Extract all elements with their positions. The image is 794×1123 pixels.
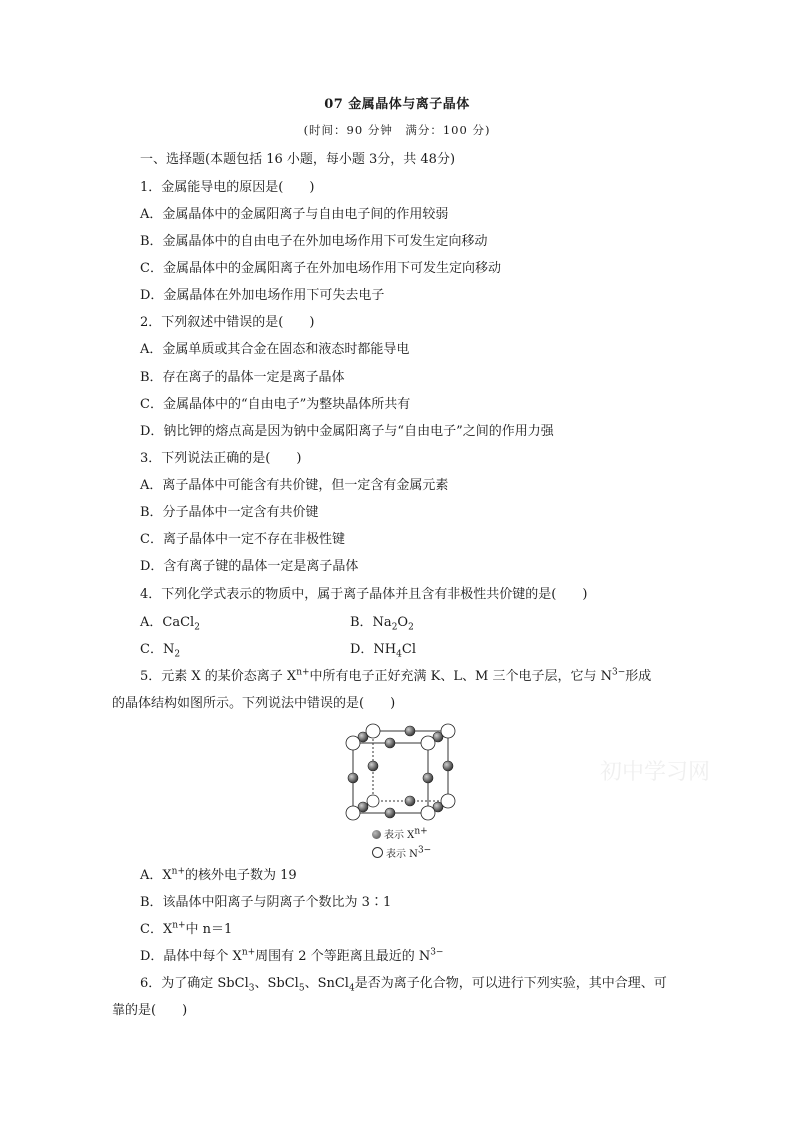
question-3-option-a: A．离子晶体中可能含有共价键，但一定含有金属元素 bbox=[140, 478, 449, 493]
question-1-stem: 1．金属能导电的原因是( ) bbox=[140, 180, 315, 195]
question-2-option-a: A．金属单质或其合金在固态和液态时都能导电 bbox=[140, 342, 410, 357]
question-5-stem-line2: 的晶体结构如图所示。下列说法中错误的是( ) bbox=[112, 696, 396, 711]
legend-n-ion bbox=[372, 845, 431, 860]
superscript: n+ bbox=[171, 866, 185, 877]
subscript: 5 bbox=[298, 983, 305, 994]
option-text: A．X bbox=[140, 868, 172, 883]
question-5-stem-line1 bbox=[140, 669, 651, 685]
question-5-option-c bbox=[140, 922, 232, 938]
question-6-stem-line2: 靠的是( ) bbox=[112, 1003, 188, 1018]
stem-text: 6．为了确定 SbCl bbox=[140, 976, 249, 991]
subscript: 3 bbox=[248, 983, 255, 994]
question-4-stem: 4．下列化学式表示的物质中，属于离子晶体并且含有非极性共价键的是( ) bbox=[140, 587, 588, 602]
superscript: 3− bbox=[417, 845, 432, 856]
question-4-option-b bbox=[350, 615, 414, 631]
question-2-option-d: D．钠比钾的熔点高是因为钠中金属阳离子与“自由电子”之间的作用力强 bbox=[140, 424, 554, 439]
question-6-stem-line1 bbox=[140, 976, 667, 992]
stem-text: 是否为离子化合物，可以进行下列实验，其中合理、可 bbox=[354, 976, 667, 991]
option-text: Cl bbox=[401, 642, 416, 657]
option-text: 周围有 2 个等距离且最近的 N bbox=[255, 949, 431, 964]
crystal-structure-figure bbox=[345, 723, 465, 823]
superscript: n+ bbox=[414, 826, 428, 837]
watermark: 初中学习网 bbox=[600, 760, 711, 785]
question-1-option-d: D．金属晶体在外加电场作用下可失去电子 bbox=[140, 288, 385, 303]
stem-text: 、SbCl bbox=[254, 976, 299, 991]
question-3-option-d: D．含有离子键的晶体一定是离子晶体 bbox=[140, 559, 359, 574]
subscript: 4 bbox=[348, 983, 355, 994]
option-text: O bbox=[397, 615, 409, 630]
option-text: 的核外电子数为 19 bbox=[185, 868, 297, 883]
superscript: n+ bbox=[241, 947, 256, 958]
superscript: 3− bbox=[611, 667, 626, 678]
subscript: 2 bbox=[174, 649, 181, 660]
legend-x-ion bbox=[372, 826, 428, 841]
question-4-option-a bbox=[140, 615, 200, 631]
stem-text: 、SnCl bbox=[304, 976, 349, 991]
question-3-stem: 3．下列说法正确的是( ) bbox=[140, 451, 302, 466]
option-text: 中 n＝1 bbox=[185, 922, 233, 937]
page-title: 07 金属晶体与离子晶体 bbox=[324, 97, 470, 112]
question-1-option-c: C．金属晶体中的金属阳离子在外加电场作用下可发生定向移动 bbox=[140, 261, 501, 276]
option-text: A．CaCl bbox=[140, 615, 195, 630]
gray-ball-icon bbox=[372, 830, 381, 839]
question-3-option-b: B．分子晶体中一定含有共价键 bbox=[140, 505, 319, 520]
white-ball-icon bbox=[372, 847, 383, 858]
option-text: C．N bbox=[140, 642, 175, 657]
page-subtitle: (时间：90 分钟 满分：100 分) bbox=[303, 123, 491, 137]
question-1-option-b: B．金属晶体中的自由电子在外加电场作用下可发生定向移动 bbox=[140, 234, 488, 249]
question-4-option-d bbox=[350, 642, 416, 658]
stem-text: 中所有电子正好充满 K、L、M 三个电子层，它与 N bbox=[309, 669, 612, 684]
section-heading: 一、选择题(本题包括 16 小题，每小题 3分，共 48分) bbox=[140, 152, 456, 167]
superscript: n+ bbox=[296, 667, 310, 678]
question-4-option-c bbox=[140, 642, 180, 658]
legend-label: 表示 X bbox=[384, 830, 415, 841]
superscript: 3− bbox=[430, 947, 444, 958]
question-5-option-d bbox=[140, 949, 443, 965]
subscript: 2 bbox=[408, 622, 414, 633]
subscript: 2 bbox=[194, 622, 200, 633]
option-text: B．Na bbox=[350, 615, 392, 630]
question-5-option-b: B．该晶体中阳离子与阴离子个数比为 3∶1 bbox=[140, 895, 392, 910]
option-text: C．X bbox=[140, 922, 173, 937]
option-text: D．NH bbox=[350, 642, 397, 657]
question-2-option-c: C．金属晶体中的“自由电子”为整块晶体所共有 bbox=[140, 397, 411, 412]
subscript: 4 bbox=[396, 649, 402, 660]
question-1-option-a: A．金属晶体中的金属阳离子与自由电子间的作用较弱 bbox=[140, 207, 449, 222]
question-5-option-a bbox=[140, 868, 297, 884]
superscript: n+ bbox=[172, 920, 186, 931]
question-2-option-b: B．存在离子的晶体一定是离子晶体 bbox=[140, 370, 345, 385]
option-text: D．晶体中每个 X bbox=[140, 949, 242, 964]
legend-label: 表示 N bbox=[386, 849, 418, 860]
stem-text: 形成 bbox=[625, 669, 652, 684]
question-2-stem: 2．下列叙述中错误的是( ) bbox=[140, 315, 315, 330]
stem-text: 5．元素 X 的某价态离子 X bbox=[140, 669, 297, 684]
subscript: 2 bbox=[391, 622, 398, 633]
question-3-option-c: C．离子晶体中一定不存在非极性键 bbox=[140, 532, 345, 547]
x-ions bbox=[348, 726, 453, 818]
